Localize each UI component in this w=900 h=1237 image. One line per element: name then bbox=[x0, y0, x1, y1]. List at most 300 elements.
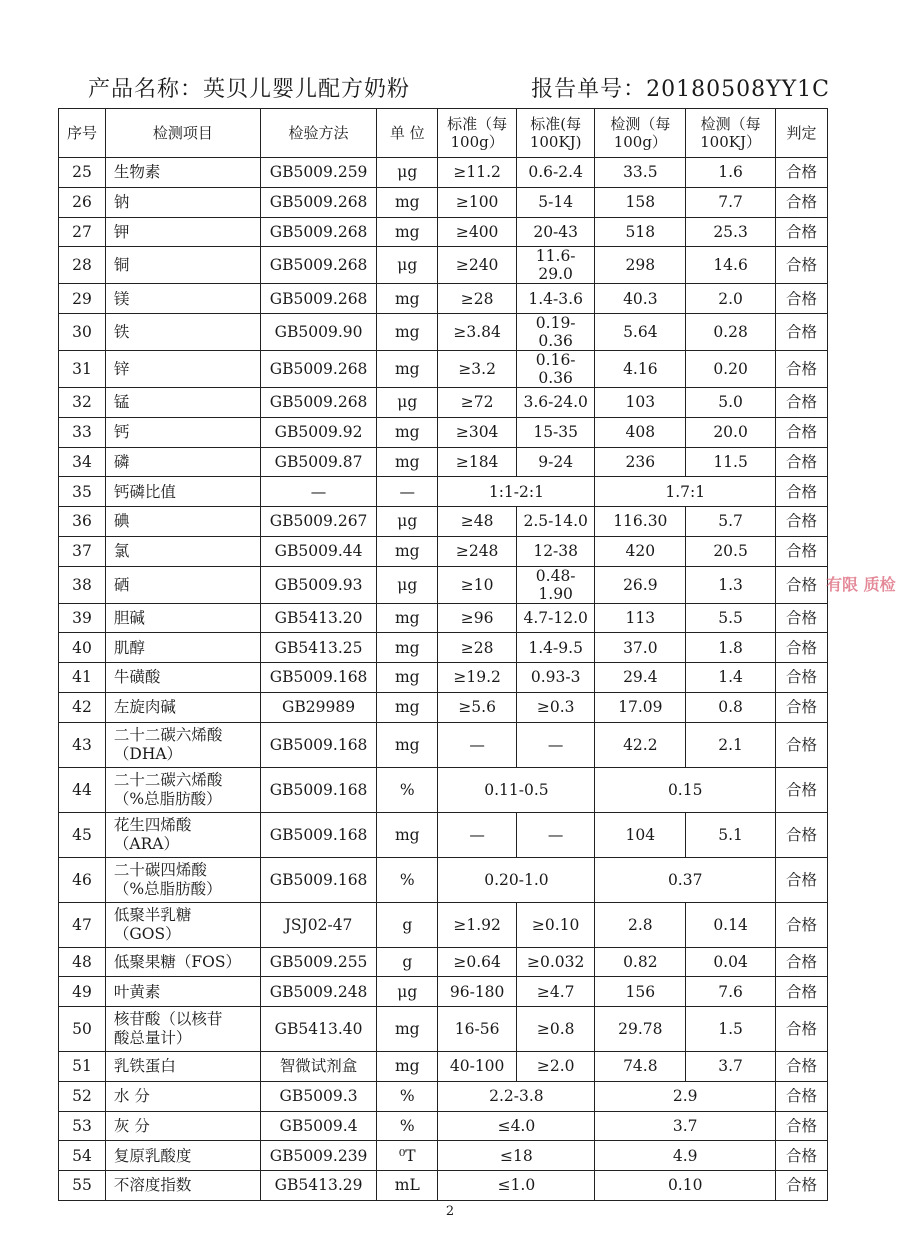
cell-std-100kj: 15-35 bbox=[516, 417, 595, 447]
cell-res-100g: 42.2 bbox=[595, 722, 686, 767]
col-res-100kj: 检测（每100KJ） bbox=[686, 109, 776, 158]
cell-seq: 30 bbox=[59, 314, 106, 351]
cell-std-100kj: 20-43 bbox=[516, 217, 595, 247]
cell-seq: 44 bbox=[59, 767, 106, 812]
table-row bbox=[59, 1171, 828, 1201]
cell-method: GB5009.3 bbox=[260, 1081, 376, 1111]
cell-seq: 35 bbox=[59, 477, 106, 507]
cell-std-100g: ≥304 bbox=[438, 417, 517, 447]
cell-res-100kj: 20.0 bbox=[686, 417, 776, 447]
cell-std-100g: ≥28 bbox=[438, 633, 517, 663]
cell-unit: g bbox=[377, 902, 438, 947]
cell-std-100kj: ≥4.7 bbox=[516, 977, 595, 1007]
cell-seq: 40 bbox=[59, 633, 106, 663]
cell-res-100kj: 1.8 bbox=[686, 633, 776, 663]
cell-item: 复原乳酸度 bbox=[105, 1141, 260, 1171]
cell-seq: 42 bbox=[59, 692, 106, 722]
cell-verdict: 合格 bbox=[775, 507, 827, 537]
cell-res-100kj: 11.5 bbox=[686, 447, 776, 477]
col-method: 检验方法 bbox=[260, 109, 376, 158]
cell-item: 低聚果糖（FOS） bbox=[105, 947, 260, 977]
cell-res-100kj: 5.5 bbox=[686, 603, 776, 633]
cell-std-100kj: ≥0.10 bbox=[516, 902, 595, 947]
cell-method: GB5413.25 bbox=[260, 633, 376, 663]
cell-unit: mg bbox=[377, 663, 438, 693]
cell-result-merged: 1.7:1 bbox=[595, 477, 776, 507]
cell-std-100g: ≥28 bbox=[438, 284, 517, 314]
table-row bbox=[59, 767, 828, 812]
cell-std-100kj: 0.16-0.36 bbox=[516, 351, 595, 388]
cell-method: GB5009.268 bbox=[260, 247, 376, 284]
table-row bbox=[59, 536, 828, 566]
cell-res-100kj: 20.5 bbox=[686, 536, 776, 566]
cell-seq: 25 bbox=[59, 158, 106, 188]
table-row bbox=[59, 247, 828, 284]
cell-seq: 51 bbox=[59, 1052, 106, 1082]
cell-verdict: 合格 bbox=[775, 1171, 827, 1201]
cell-method: GB5009.168 bbox=[260, 767, 376, 812]
cell-seq: 50 bbox=[59, 1007, 106, 1052]
cell-std-100kj: ≥0.032 bbox=[516, 947, 595, 977]
cell-verdict: 合格 bbox=[775, 692, 827, 722]
table-row bbox=[59, 417, 828, 447]
cell-standard-merged: 1:1-2:1 bbox=[438, 477, 595, 507]
col-seq: 序号 bbox=[59, 109, 106, 158]
cell-unit: μg bbox=[377, 158, 438, 188]
cell-std-100g: 40-100 bbox=[438, 1052, 517, 1082]
cell-item: 灰 分 bbox=[105, 1111, 260, 1141]
cell-item: 钾 bbox=[105, 217, 260, 247]
cell-std-100g: 16-56 bbox=[438, 1007, 517, 1052]
cell-verdict: 合格 bbox=[775, 1111, 827, 1141]
table-row bbox=[59, 507, 828, 537]
table-row bbox=[59, 1111, 828, 1141]
cell-seq: 27 bbox=[59, 217, 106, 247]
cell-verdict: 合格 bbox=[775, 284, 827, 314]
table-row bbox=[59, 663, 828, 693]
table-row bbox=[59, 217, 828, 247]
cell-verdict: 合格 bbox=[775, 247, 827, 284]
cell-seq: 47 bbox=[59, 902, 106, 947]
cell-unit: mg bbox=[377, 812, 438, 857]
cell-item bbox=[105, 1007, 260, 1052]
cell-res-100g: 2.8 bbox=[595, 902, 686, 947]
cell-standard-merged: 0.20-1.0 bbox=[438, 857, 595, 902]
table-header-row bbox=[59, 109, 828, 158]
cell-unit: mg bbox=[377, 187, 438, 217]
cell-std-100kj: 0.19-0.36 bbox=[516, 314, 595, 351]
cell-method: GB5009.87 bbox=[260, 447, 376, 477]
cell-seq: 37 bbox=[59, 536, 106, 566]
cell-std-100g: ≥1.92 bbox=[438, 902, 517, 947]
cell-std-100kj: 11.6-29.0 bbox=[516, 247, 595, 284]
cell-standard-merged: ≤4.0 bbox=[438, 1111, 595, 1141]
cell-method: GB29989 bbox=[260, 692, 376, 722]
cell-std-100g: 96-180 bbox=[438, 977, 517, 1007]
cell-unit: μg bbox=[377, 388, 438, 418]
cell-item-line1: 二十碳四烯酸 bbox=[113, 860, 207, 879]
cell-res-100kj: 0.8 bbox=[686, 692, 776, 722]
cell-unit: mg bbox=[377, 1007, 438, 1052]
cell-std-100g: ≥248 bbox=[438, 536, 517, 566]
cell-std-100kj: 12-38 bbox=[516, 536, 595, 566]
table-row bbox=[59, 722, 828, 767]
cell-item: 磷 bbox=[105, 447, 260, 477]
table-row bbox=[59, 857, 828, 902]
cell-seq: 34 bbox=[59, 447, 106, 477]
cell-method: GB5009.168 bbox=[260, 812, 376, 857]
col-item: 检测项目 bbox=[105, 109, 260, 158]
cell-verdict: 合格 bbox=[775, 603, 827, 633]
cell-unit: mg bbox=[377, 417, 438, 447]
cell-std-100kj: 4.7-12.0 bbox=[516, 603, 595, 633]
inspection-table bbox=[58, 108, 828, 1201]
cell-std-100g: — bbox=[438, 812, 517, 857]
cell-seq: 31 bbox=[59, 351, 106, 388]
cell-std-100kj: 1.4-3.6 bbox=[516, 284, 595, 314]
cell-method: GB5009.168 bbox=[260, 663, 376, 693]
cell-verdict: 合格 bbox=[775, 447, 827, 477]
cell-item bbox=[105, 812, 260, 857]
cell-std-100g: ≥96 bbox=[438, 603, 517, 633]
cell-method: 智微试剂盒 bbox=[260, 1052, 376, 1082]
page-number: 2 bbox=[445, 1204, 455, 1219]
cell-res-100g: 116.30 bbox=[595, 507, 686, 537]
cell-res-100kj: 25.3 bbox=[686, 217, 776, 247]
cell-res-100kj: 0.20 bbox=[686, 351, 776, 388]
cell-method: GB5009.44 bbox=[260, 536, 376, 566]
cell-unit: mg bbox=[377, 1052, 438, 1082]
cell-method: GB5413.40 bbox=[260, 1007, 376, 1052]
table-row bbox=[59, 902, 828, 947]
cell-item bbox=[105, 767, 260, 812]
cell-method: GB5009.267 bbox=[260, 507, 376, 537]
cell-verdict: 合格 bbox=[775, 722, 827, 767]
cell-method: GB5009.268 bbox=[260, 284, 376, 314]
product-name: 产品名称：英贝儿婴儿配方奶粉 bbox=[88, 77, 411, 102]
cell-item-line2: （GOS） bbox=[113, 924, 181, 943]
cell-unit: mg bbox=[377, 603, 438, 633]
cell-method: — bbox=[260, 477, 376, 507]
cell-item: 锌 bbox=[105, 351, 260, 388]
cell-verdict: 合格 bbox=[775, 388, 827, 418]
cell-verdict: 合格 bbox=[775, 1052, 827, 1082]
cell-std-100g: ≥5.6 bbox=[438, 692, 517, 722]
cell-res-100kj: 1.5 bbox=[686, 1007, 776, 1052]
red-seal-stamp: 有限 质检 bbox=[826, 575, 896, 594]
cell-item: 不溶度指数 bbox=[105, 1171, 260, 1201]
cell-std-100kj: 9-24 bbox=[516, 447, 595, 477]
table-row bbox=[59, 603, 828, 633]
cell-std-100kj: 0.48-1.90 bbox=[516, 566, 595, 603]
table-row bbox=[59, 633, 828, 663]
table-row bbox=[59, 1007, 828, 1052]
cell-item: 乳铁蛋白 bbox=[105, 1052, 260, 1082]
cell-unit: μg bbox=[377, 977, 438, 1007]
cell-seq: 26 bbox=[59, 187, 106, 217]
cell-unit: μg bbox=[377, 247, 438, 284]
cell-seq: 32 bbox=[59, 388, 106, 418]
cell-item-line2: （%总脂肪酸） bbox=[113, 879, 222, 898]
cell-seq: 43 bbox=[59, 722, 106, 767]
cell-unit: mg bbox=[377, 722, 438, 767]
cell-res-100g: 156 bbox=[595, 977, 686, 1007]
cell-res-100g: 74.8 bbox=[595, 1052, 686, 1082]
cell-method: GB5009.90 bbox=[260, 314, 376, 351]
cell-seq: 53 bbox=[59, 1111, 106, 1141]
cell-item-line1: 核苷酸（以核苷 bbox=[113, 1010, 223, 1028]
cell-unit: mL bbox=[377, 1171, 438, 1201]
cell-verdict: 合格 bbox=[775, 767, 827, 812]
cell-res-100kj: 1.4 bbox=[686, 663, 776, 693]
table-row bbox=[59, 1141, 828, 1171]
cell-method: GB5009.268 bbox=[260, 217, 376, 247]
cell-item: 氯 bbox=[105, 536, 260, 566]
cell-res-100g: 4.16 bbox=[595, 351, 686, 388]
cell-res-100g: 113 bbox=[595, 603, 686, 633]
cell-verdict: 合格 bbox=[775, 536, 827, 566]
cell-unit: mg bbox=[377, 217, 438, 247]
cell-item-line1: 二十二碳六烯酸 bbox=[113, 770, 223, 789]
cell-item-line2: 酸总量计） bbox=[113, 1029, 192, 1047]
cell-item: 钙 bbox=[105, 417, 260, 447]
cell-std-100kj: 1.4-9.5 bbox=[516, 633, 595, 663]
cell-res-100kj: 5.1 bbox=[686, 812, 776, 857]
cell-item: 生物素 bbox=[105, 158, 260, 188]
cell-result-merged: 0.10 bbox=[595, 1171, 776, 1201]
cell-item: 碘 bbox=[105, 507, 260, 537]
cell-unit: % bbox=[377, 857, 438, 902]
col-unit: 单 位 bbox=[377, 109, 438, 158]
cell-seq: 49 bbox=[59, 977, 106, 1007]
cell-res-100kj: 7.6 bbox=[686, 977, 776, 1007]
cell-std-100g: ≥11.2 bbox=[438, 158, 517, 188]
cell-std-100g: ≥72 bbox=[438, 388, 517, 418]
cell-item-line2: （ARA） bbox=[113, 834, 179, 853]
col-std-100g: 标准（每100g） bbox=[438, 109, 517, 158]
table-row bbox=[59, 388, 828, 418]
cell-res-100g: 0.82 bbox=[595, 947, 686, 977]
cell-seq: 28 bbox=[59, 247, 106, 284]
table-row bbox=[59, 977, 828, 1007]
cell-method: GB5009.268 bbox=[260, 388, 376, 418]
cell-unit: mg bbox=[377, 447, 438, 477]
cell-method: GB5009.168 bbox=[260, 857, 376, 902]
cell-res-100kj: 14.6 bbox=[686, 247, 776, 284]
cell-std-100g: ≥3.84 bbox=[438, 314, 517, 351]
cell-res-100kj: 7.7 bbox=[686, 187, 776, 217]
cell-seq: 48 bbox=[59, 947, 106, 977]
cell-res-100kj: 5.7 bbox=[686, 507, 776, 537]
cell-res-100g: 103 bbox=[595, 388, 686, 418]
cell-verdict: 合格 bbox=[775, 977, 827, 1007]
cell-unit: μg bbox=[377, 507, 438, 537]
cell-std-100kj: 3.6-24.0 bbox=[516, 388, 595, 418]
cell-verdict: 合格 bbox=[775, 633, 827, 663]
cell-seq: 55 bbox=[59, 1171, 106, 1201]
cell-item: 镁 bbox=[105, 284, 260, 314]
cell-std-100g: ≥100 bbox=[438, 187, 517, 217]
cell-res-100kj: 0.28 bbox=[686, 314, 776, 351]
cell-method: GB5413.29 bbox=[260, 1171, 376, 1201]
cell-item: 铜 bbox=[105, 247, 260, 284]
cell-item-line2: （DHA） bbox=[113, 744, 183, 763]
report-number: 报告单号：20180508YY1C bbox=[531, 77, 830, 102]
cell-result-merged: 0.15 bbox=[595, 767, 776, 812]
cell-method: GB5009.268 bbox=[260, 187, 376, 217]
cell-unit: mg bbox=[377, 633, 438, 663]
cell-verdict: 合格 bbox=[775, 351, 827, 388]
table-row bbox=[59, 477, 828, 507]
cell-res-100g: 37.0 bbox=[595, 633, 686, 663]
table-row bbox=[59, 447, 828, 477]
cell-std-100g: ≥0.64 bbox=[438, 947, 517, 977]
table-row bbox=[59, 566, 828, 603]
cell-verdict: 合格 bbox=[775, 566, 827, 603]
cell-item bbox=[105, 857, 260, 902]
cell-verdict: 合格 bbox=[775, 158, 827, 188]
cell-verdict: 合格 bbox=[775, 947, 827, 977]
cell-item-line1: 低聚半乳糖 bbox=[113, 905, 192, 924]
cell-verdict: 合格 bbox=[775, 812, 827, 857]
cell-res-100g: 298 bbox=[595, 247, 686, 284]
cell-verdict: 合格 bbox=[775, 187, 827, 217]
cell-std-100g: ≥19.2 bbox=[438, 663, 517, 693]
cell-std-100g: ≥240 bbox=[438, 247, 517, 284]
cell-std-100kj: — bbox=[516, 722, 595, 767]
cell-unit: mg bbox=[377, 284, 438, 314]
table-row bbox=[59, 692, 828, 722]
table-row bbox=[59, 947, 828, 977]
cell-method: GB5009.248 bbox=[260, 977, 376, 1007]
cell-method: GB5009.4 bbox=[260, 1111, 376, 1141]
cell-standard-merged: 0.11-0.5 bbox=[438, 767, 595, 812]
cell-unit: g bbox=[377, 947, 438, 977]
cell-std-100kj: ≥0.8 bbox=[516, 1007, 595, 1052]
cell-unit: — bbox=[377, 477, 438, 507]
cell-res-100g: 408 bbox=[595, 417, 686, 447]
cell-seq: 29 bbox=[59, 284, 106, 314]
cell-std-100kj: — bbox=[516, 812, 595, 857]
cell-res-100g: 104 bbox=[595, 812, 686, 857]
cell-result-merged: 0.37 bbox=[595, 857, 776, 902]
cell-item-line2: （%总脂肪酸） bbox=[113, 789, 222, 808]
cell-res-100kj: 1.3 bbox=[686, 566, 776, 603]
cell-method: GB5009.268 bbox=[260, 351, 376, 388]
cell-result-merged: 3.7 bbox=[595, 1111, 776, 1141]
cell-item bbox=[105, 902, 260, 947]
cell-unit: μg bbox=[377, 566, 438, 603]
cell-standard-merged: ≤18 bbox=[438, 1141, 595, 1171]
cell-method: GB5009.92 bbox=[260, 417, 376, 447]
cell-item-line1: 花生四烯酸 bbox=[113, 815, 192, 834]
cell-verdict: 合格 bbox=[775, 1007, 827, 1052]
cell-verdict: 合格 bbox=[775, 314, 827, 351]
cell-std-100g: ≥184 bbox=[438, 447, 517, 477]
cell-unit: ⁰T bbox=[377, 1141, 438, 1171]
cell-res-100kj: 2.1 bbox=[686, 722, 776, 767]
cell-verdict: 合格 bbox=[775, 217, 827, 247]
cell-seq: 41 bbox=[59, 663, 106, 693]
cell-verdict: 合格 bbox=[775, 477, 827, 507]
cell-method: GB5009.255 bbox=[260, 947, 376, 977]
cell-seq: 36 bbox=[59, 507, 106, 537]
table-row bbox=[59, 284, 828, 314]
cell-res-100g: 236 bbox=[595, 447, 686, 477]
cell-res-100g: 5.64 bbox=[595, 314, 686, 351]
cell-seq: 46 bbox=[59, 857, 106, 902]
cell-standard-merged: ≤1.0 bbox=[438, 1171, 595, 1201]
cell-item: 胆碱 bbox=[105, 603, 260, 633]
cell-res-100g: 158 bbox=[595, 187, 686, 217]
cell-method: GB5413.20 bbox=[260, 603, 376, 633]
cell-unit: % bbox=[377, 1111, 438, 1141]
table-row bbox=[59, 1052, 828, 1082]
cell-verdict: 合格 bbox=[775, 417, 827, 447]
cell-res-100g: 29.4 bbox=[595, 663, 686, 693]
cell-std-100kj: 0.6-2.4 bbox=[516, 158, 595, 188]
table-row bbox=[59, 158, 828, 188]
cell-seq: 38 bbox=[59, 566, 106, 603]
table-row bbox=[59, 812, 828, 857]
cell-item: 牛磺酸 bbox=[105, 663, 260, 693]
cell-item-line1: 二十二碳六烯酸 bbox=[113, 725, 223, 744]
cell-item: 肌醇 bbox=[105, 633, 260, 663]
cell-item bbox=[105, 722, 260, 767]
cell-seq: 39 bbox=[59, 603, 106, 633]
cell-verdict: 合格 bbox=[775, 902, 827, 947]
report-header bbox=[88, 72, 830, 104]
cell-result-merged: 2.9 bbox=[595, 1081, 776, 1111]
cell-item: 钠 bbox=[105, 187, 260, 217]
cell-verdict: 合格 bbox=[775, 857, 827, 902]
cell-item: 铁 bbox=[105, 314, 260, 351]
cell-method: GB5009.239 bbox=[260, 1141, 376, 1171]
col-std-100kj: 标准(每100KJ) bbox=[516, 109, 595, 158]
cell-std-100kj: 5-14 bbox=[516, 187, 595, 217]
cell-verdict: 合格 bbox=[775, 1081, 827, 1111]
cell-unit: mg bbox=[377, 314, 438, 351]
cell-method: GB5009.259 bbox=[260, 158, 376, 188]
table-body bbox=[59, 158, 828, 1201]
table-row bbox=[59, 1081, 828, 1111]
cell-res-100g: 420 bbox=[595, 536, 686, 566]
cell-std-100g: ≥10 bbox=[438, 566, 517, 603]
cell-res-100kj: 0.14 bbox=[686, 902, 776, 947]
cell-seq: 45 bbox=[59, 812, 106, 857]
cell-res-100kj: 1.6 bbox=[686, 158, 776, 188]
cell-res-100g: 33.5 bbox=[595, 158, 686, 188]
col-res-100g: 检测（每100g） bbox=[595, 109, 686, 158]
cell-res-100kj: 5.0 bbox=[686, 388, 776, 418]
cell-seq: 52 bbox=[59, 1081, 106, 1111]
cell-item: 锰 bbox=[105, 388, 260, 418]
cell-res-100kj: 2.0 bbox=[686, 284, 776, 314]
cell-res-100g: 518 bbox=[595, 217, 686, 247]
cell-method: GB5009.93 bbox=[260, 566, 376, 603]
cell-standard-merged: 2.2-3.8 bbox=[438, 1081, 595, 1111]
cell-item: 叶黄素 bbox=[105, 977, 260, 1007]
cell-res-100kj: 0.04 bbox=[686, 947, 776, 977]
cell-item: 左旋肉碱 bbox=[105, 692, 260, 722]
cell-seq: 54 bbox=[59, 1141, 106, 1171]
cell-method: JSJ02-47 bbox=[260, 902, 376, 947]
cell-verdict: 合格 bbox=[775, 663, 827, 693]
cell-unit: mg bbox=[377, 351, 438, 388]
table-row bbox=[59, 187, 828, 217]
cell-unit: mg bbox=[377, 692, 438, 722]
cell-std-100kj: 2.5-14.0 bbox=[516, 507, 595, 537]
